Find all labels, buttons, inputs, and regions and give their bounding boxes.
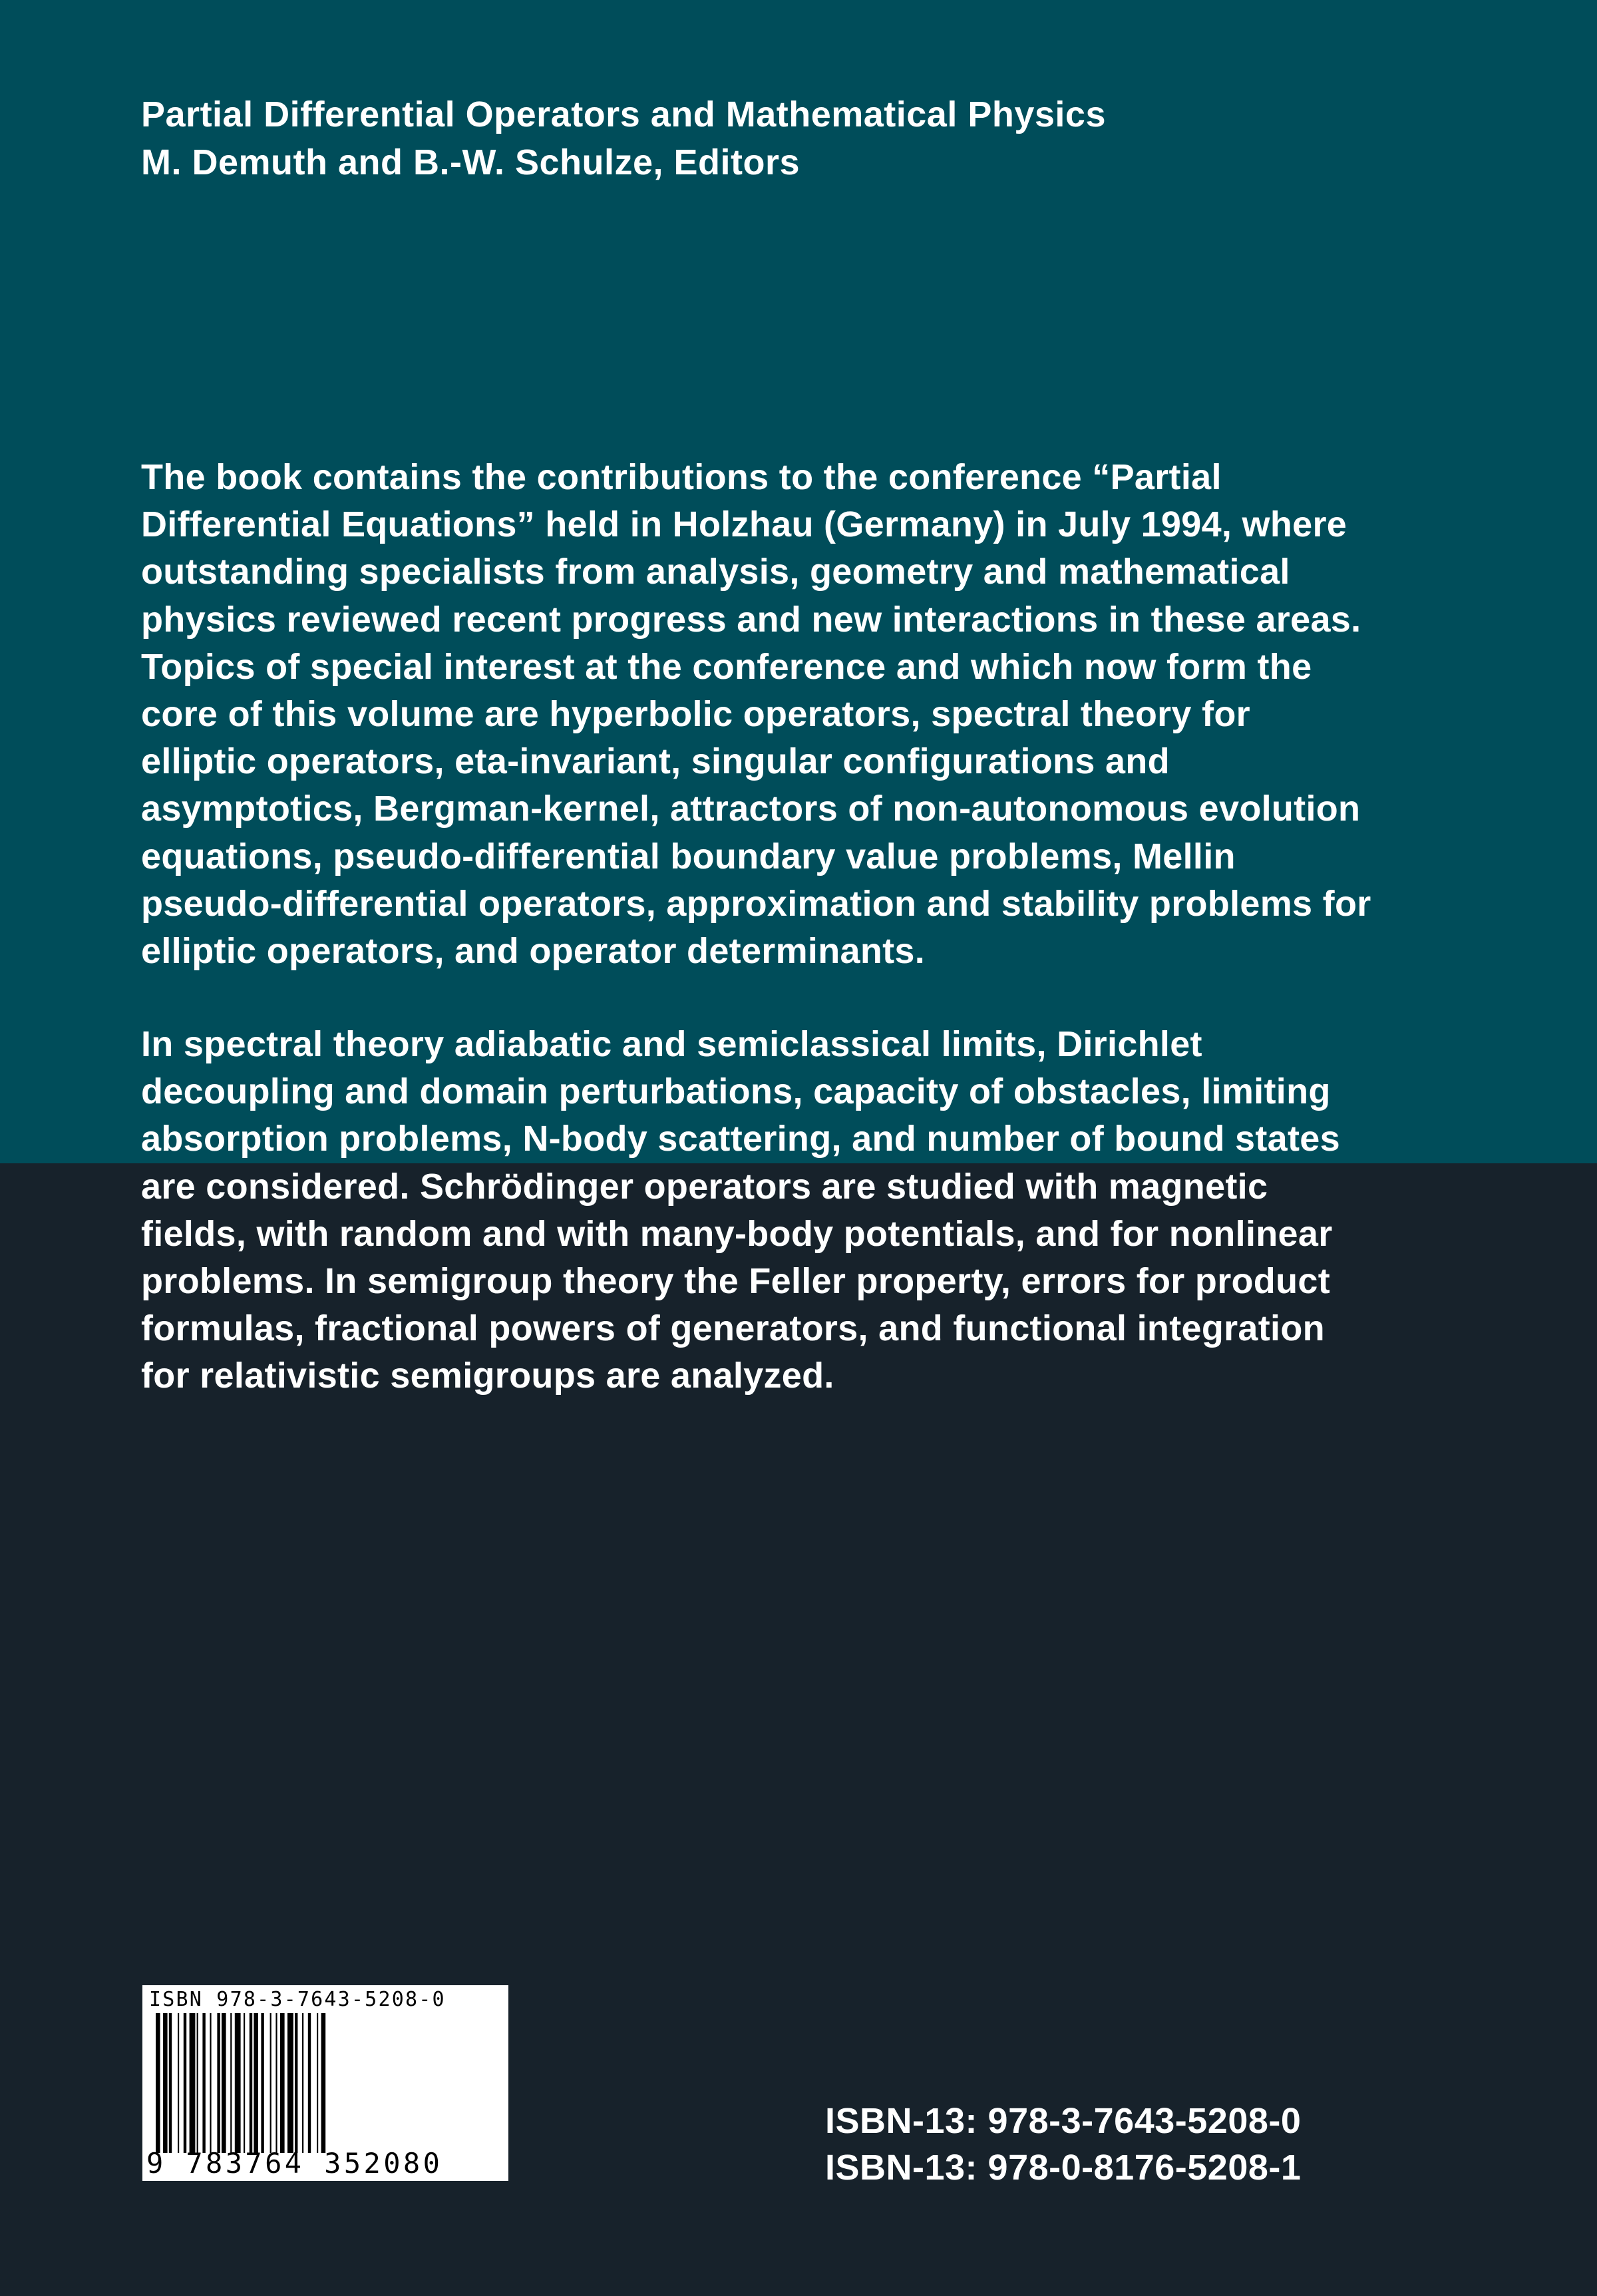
barcode-bar <box>308 2013 311 2153</box>
blurb-line: outstanding specialists from analysis, geometry and mathematical <box>141 552 1290 592</box>
blurb-line: are considered. Schrödinger operators are studied with magnetic <box>141 1166 1268 1207</box>
barcode-bar <box>287 2013 293 2153</box>
barcode-bars <box>153 2013 499 2153</box>
isbn-line-1: ISBN-13: 978-3-7643-5208-0 <box>825 2101 1302 2141</box>
barcode-bar <box>321 2013 326 2153</box>
barcode-bar <box>280 2013 285 2153</box>
barcode-bar <box>210 2013 211 2153</box>
barcode-top-text: ISBN 978-3-7643-5208-0 <box>149 1988 446 2011</box>
blurb-line: formulas, fractional powers of generators, and functional integration <box>141 1308 1325 1349</box>
blurb-line: equations, pseudo-differential boundary value problems, Mellin <box>141 836 1236 876</box>
blurb-line: problems. In semigroup theory the Feller property, errors for product <box>141 1261 1330 1302</box>
blurb-line: In spectral theory adiabatic and semiclassical limits, Dirichlet <box>141 1024 1202 1064</box>
barcode-bar <box>202 2013 205 2153</box>
blurb-line: pseudo-differential operators, approximation and stability problems for <box>141 883 1371 924</box>
barcode-bar <box>230 2013 232 2153</box>
blurb-line: elliptic operators, eta-invariant, singular configurations and <box>141 741 1170 782</box>
barcode-bar <box>261 2013 264 2153</box>
blurb-line: Topics of special interest at the conference and which now form the <box>141 646 1312 687</box>
barcode-bar <box>250 2013 252 2153</box>
barcode-bar <box>217 2013 220 2153</box>
barcode-bar <box>254 2013 258 2153</box>
barcode-bar <box>270 2013 271 2153</box>
blurb-line: The book contains the contributions to the conference “Partial <box>141 457 1222 497</box>
isbn-barcode <box>142 1985 508 2181</box>
barcode-bar <box>197 2013 198 2153</box>
editors-line: M. Demuth and B.-W. Schulze, Editors <box>141 142 800 182</box>
barcode-bar <box>190 2013 196 2153</box>
blurb-line: for relativistic semigroups are analyzed. <box>141 1356 834 1396</box>
blurb-line: physics reviewed recent progress and new interactions in these areas. <box>141 599 1361 640</box>
blurb-line: core of this volume are hyperbolic operators, spectral theory for <box>141 694 1250 735</box>
barcode-bar <box>222 2013 226 2153</box>
blurb-paragraph-1 <box>141 454 1472 975</box>
blurb-line: elliptic operators, and operator determinants. <box>141 931 926 972</box>
barcode-bar <box>178 2013 179 2153</box>
blurb-line: absorption problems, N-body scattering, and number of bound states <box>141 1119 1340 1159</box>
blurb-line: fields, with random and with many-body potentials, and for nonlinear <box>141 1213 1333 1254</box>
barcode-bar <box>156 2013 160 2153</box>
barcode-bar <box>235 2013 241 2153</box>
blurb-paragraph-2 <box>141 1021 1472 1400</box>
isbn-numbers <box>825 2098 1301 2191</box>
barcode-bar <box>244 2013 245 2153</box>
series-header <box>141 91 1472 186</box>
barcode-bottom-text: 9 783764 352080 <box>146 2147 443 2180</box>
blurb-line: Differential Equations” held in Holzhau (Germany) in July 1994, where <box>141 504 1347 545</box>
series-title: Partial Differential Operators and Mathematical Physics <box>141 95 1106 134</box>
barcode-bar <box>163 2013 168 2153</box>
barcode-bar <box>295 2013 297 2153</box>
barcode-bar <box>184 2013 186 2153</box>
barcode-bar <box>317 2013 318 2153</box>
isbn-line-2: ISBN-13: 978-0-8176-5208-1 <box>825 2148 1302 2188</box>
blurb-line: asymptotics, Bergman-kernel, attractors of non-autonomous evolution <box>141 789 1361 829</box>
barcode-bar <box>302 2013 303 2153</box>
barcode-bar <box>275 2013 277 2153</box>
barcode-bar <box>169 2013 172 2153</box>
blurb-line: decoupling and domain perturbations, capacity of obstacles, limiting <box>141 1071 1331 1112</box>
